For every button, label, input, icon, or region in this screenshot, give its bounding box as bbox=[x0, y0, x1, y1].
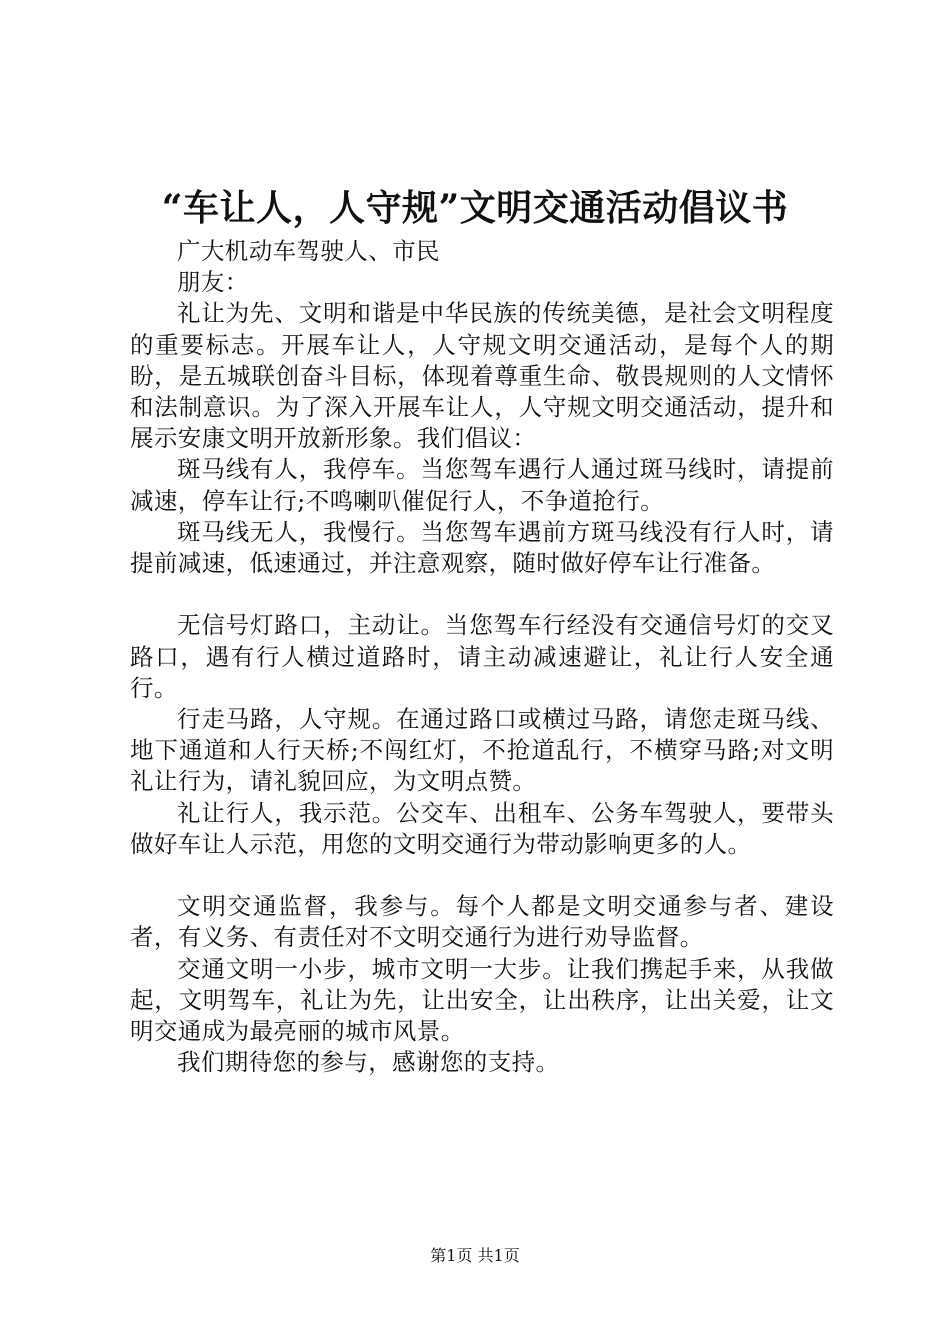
closing-call-paragraph: 交通文明一小步，城市文明一大步。让我们携起手来，从我做起，文明驾车，礼让为先，让出安全，让出秩序，让出关爱，让文明交通成为最亮丽的城市风景。 bbox=[130, 954, 834, 1046]
page-number-footer: 第1页 共1页 bbox=[430, 1246, 520, 1265]
proposal-supervision: 文明交通监督，我参与。每个人都是文明交通参与者、建设者，有义务、有责任对不文明交通行为进行劝导监督。 bbox=[130, 892, 834, 952]
proposal-unsignaled-intersection: 无信号灯路口，主动让。当您驾车行经没有交通信号灯的交叉路口，遇有行人横过道路时，请主动减速避让，礼让行人安全通行。 bbox=[130, 611, 834, 702]
document-body bbox=[130, 236, 834, 1078]
salutation-line-1: 广大机动车驾驶人、市民 bbox=[177, 237, 440, 265]
paragraph-gap bbox=[130, 579, 834, 610]
intro-paragraph: 礼让为先、文明和谐是中华民族的传统美德，是社会文明程度的重要标志。开展车让人，人守规文明交通活动，是每个人的期盼，是五城联创奋斗目标，体现着尊重生命、敬畏规则的人文情怀和法制意识。为了深入开展车让人，人守规文明交通活动，提升和展示安康文明开放新形象。我们倡议： bbox=[130, 299, 834, 453]
document-title: “车让人，人守规”文明交通活动倡议书 bbox=[161, 187, 789, 229]
proposal-crosswalk-occupied: 斑马线有人，我停车。当您驾车遇行人通过斑马线时，请提前减速，停车让行;不鸣喇叭催促行人，不争道抢行。 bbox=[130, 455, 834, 515]
proposal-crosswalk-empty: 斑马线无人，我慢行。当您驾车遇前方斑马线没有行人时，请提前减速，低速通过，并注意观察，随时做好停车让行准备。 bbox=[130, 517, 834, 578]
paragraph-gap bbox=[130, 860, 834, 891]
proposal-pedestrian-rules: 行走马路，人守规。在通过路口或横过马路，请您走斑马线、地下通道和人行天桥;不闯红灯，不抢道乱行，不横穿马路;对文明礼让行为，请礼貌回应，为文明点赞。 bbox=[130, 705, 834, 796]
salutation-line-2: 朋友： bbox=[177, 268, 249, 297]
proposal-driver-example: 礼让行人，我示范。公交车、出租车、公务车驾驶人，要带头做好车让人示范，用您的文明交通行为带动影响更多的人。 bbox=[130, 798, 834, 858]
closing-thanks: 我们期待您的参与，感谢您的支持。 bbox=[177, 1048, 560, 1077]
